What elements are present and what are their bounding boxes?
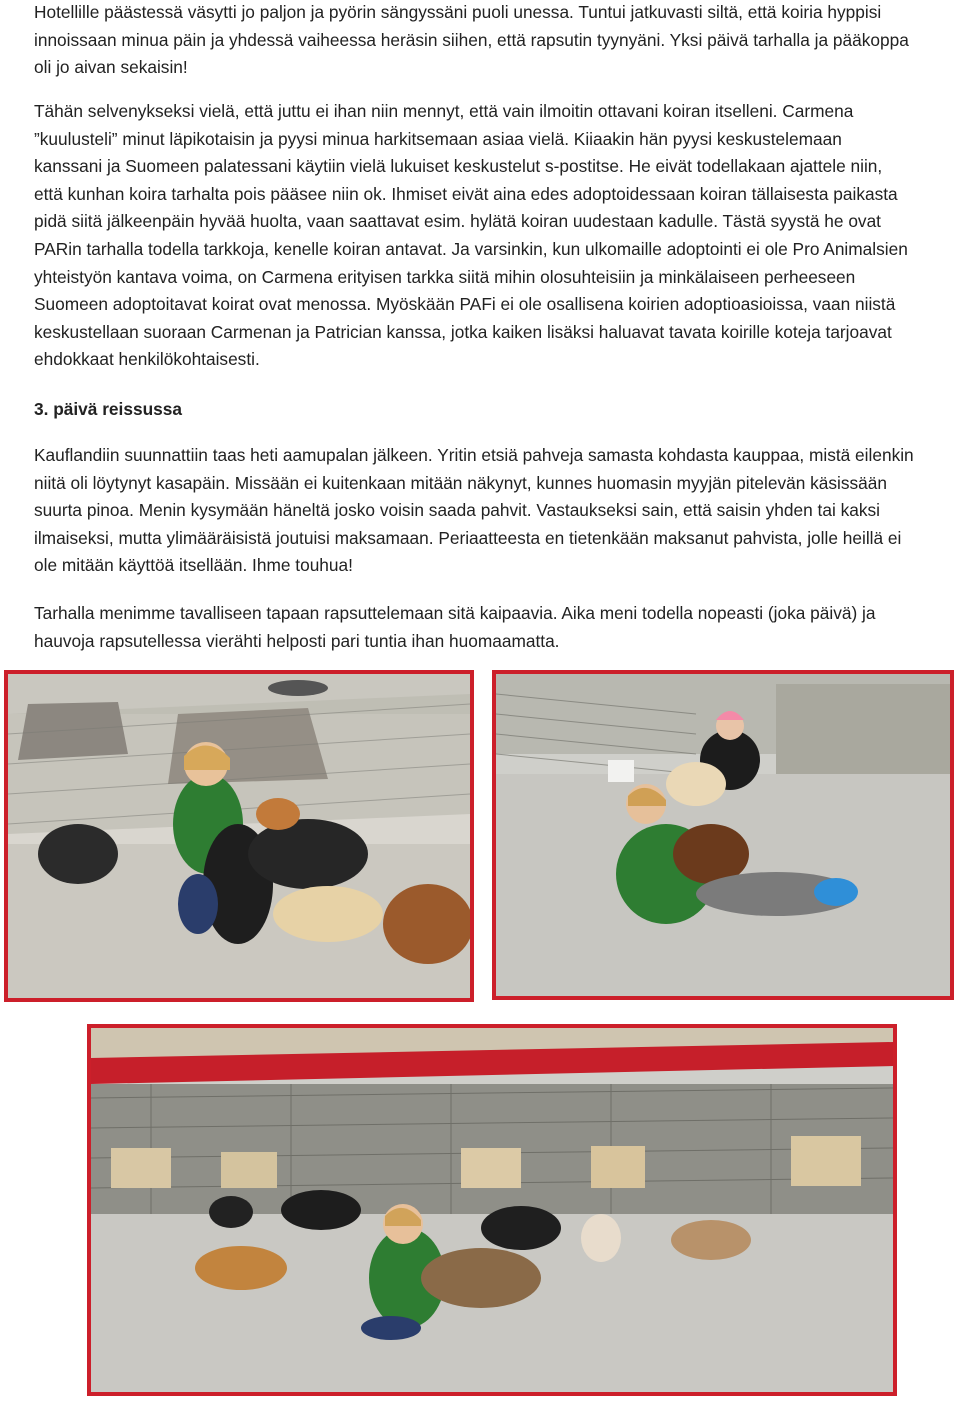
paragraph-kaufland: Kauflandiin suunnattiin taas heti aamupalan jälkeen. Yritin etsiä pahveja samasta kohdasta kauppaa, mistä eilenkin niitä oli löytynyt kasapäin. Missään ei kuitenkaan mitään näkynyt, kunnes huomasin myyjän pitelevän käsissään suurta pinoa. Menin kysymään häneltä josko voisin saada pahvit. Vastaukseksi sain, että saisin yhden tai kaksi ilmaiseksi, mutta ylimääräisistä joutuisi maksamaan. Periaatteesta en tietenkään maksanut pahvista, jolle heillä ei ole mitään käyttöä itsellään. Ihme touhua! <box>34 445 914 576</box>
paragraph-shelter: Tarhalla menimme tavalliseen tapaan rapsuttelemaan sitä kaipaavia. Aika meni todella nopeasti (joka päivä) ja hauvoja rapsutellessa vierähti helposti pari tuntia ihan huomaamatta. <box>34 603 876 651</box>
paragraph-adoption: Tähän selvenykseksi vielä, että juttu ei ihan niin mennyt, että vain ilmoitin ottavani koiran itselleni. Carmena ”kuulusteli” minut läpikotaisin ja pyysi minua harkitsemaan asiaa vielä. Kiiaakin hän pyysi keskustelemaan kanssani ja Suomeen palatessani käytiin vielä lukuiset keskustelut s-postitse. He eivät todellakaan ajattele niin, että kunhan koira tarhalta pois pääsee niin ok. Ihmiset eivät aina edes adoptoidessaan koiran tällaisesta paikasta pidä siitä jälkeenpäin hyvää huolta, vaan saattavat esim. hylätä koiran uudestaan kadulle. Tästä syystä he ovat PARin tarhalla todella tarkkoja, kenelle koiran antavat. Ja varsinkin, kun ulkomaille adoptointi ei ole Pro Animalsien yhteistyön kantava voima, on Carmena erityisen tarkka siitä mihin olosuhteisiin ja minkälaiseen perheeseen Suomeen adoptoitavat koirat ovat menossa. Myöskään PAFi ei ole osallisena koirien adoptioasioissa, vaan niistä keskustellaan suoraan Carmenan ja Patrician kanssa, jotka kaiken lisäksi haluavat tavata koirille koteja tarjoavat ehdokkaat henkilökohtaisesti. <box>34 101 908 370</box>
paragraph-hotel: Hotellille päästessä väsytti jo paljon ja pyörin sängyssäni puoli unessa. Tuntui jatkuvasti siltä, että koiria hyppisi innoissaan minua päin ja yhdessä vaiheessa heräsin siihen, että rapsutin tyynyäni. Yksi päivä tarhalla ja pääkoppa oli jo aivan sekaisin! <box>34 2 909 78</box>
section-heading: 3. päivä reissussa <box>34 399 182 419</box>
photo-girls-sitting-with-dogs <box>492 670 954 1000</box>
photo-girl-with-dogs <box>4 670 474 1002</box>
photo-kennel-yard <box>87 1024 897 1396</box>
